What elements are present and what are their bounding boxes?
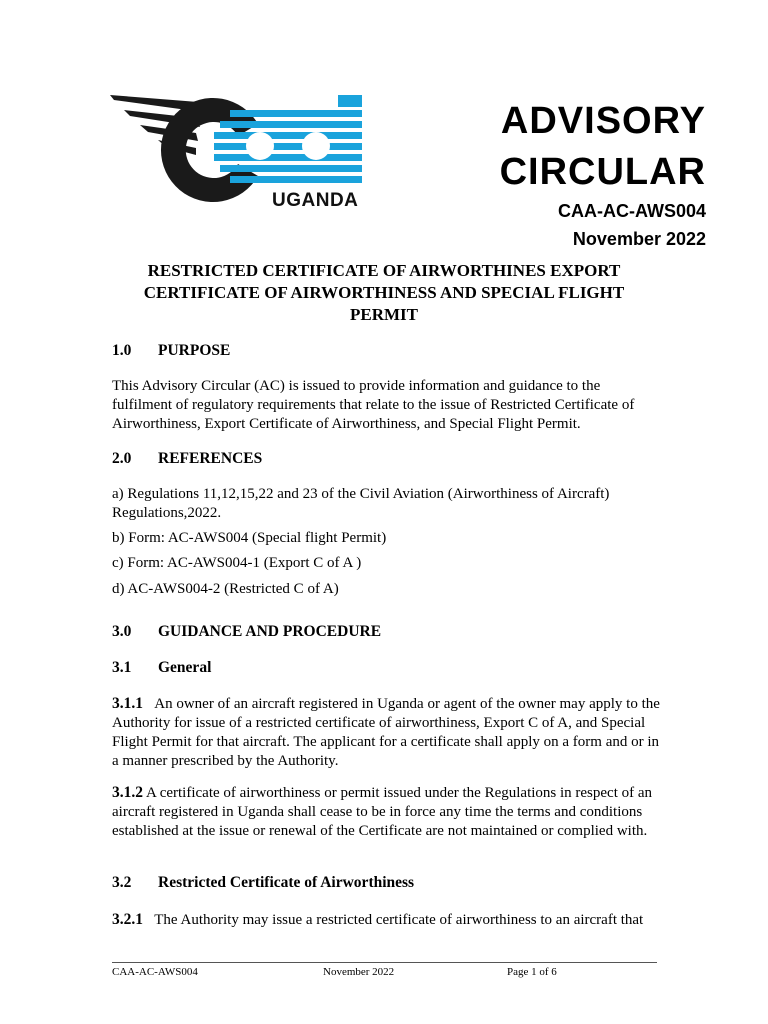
footer-code: CAA-AC-AWS004 [112, 966, 198, 978]
purpose-paragraph: This Advisory Circular (AC) is issued to provide information and guidance to the fulfilment of regulatory requirements that relate to the issue of Restricted Certificate of Airworthiness, Export Certificate of Airworthiness, and Special Flight Permit. [112, 378, 635, 432]
paragraph-3-2-1 [112, 910, 660, 930]
section-number: 3.0 [112, 623, 132, 640]
paragraph-text: The Authority may issue a restricted certificate of airworthiness to an aircraft that [154, 912, 644, 928]
advisory-circular-title [500, 96, 706, 198]
paragraph-text: An owner of an aircraft registered in Uganda or agent of the owner may apply to the Authority for issue of a restricted certificate of airworthiness, Export C of A, and Special Flight Permit for that aircraft. The applicant for a certificate shall apply on a form and or in a manner prescribed by the Authority. [112, 696, 660, 769]
section-title: Restricted Certificate of Airworthiness [158, 874, 415, 891]
section-number: 1.0 [112, 342, 132, 359]
section-title: GUIDANCE AND PROCEDURE [158, 623, 382, 640]
section-heading-references [112, 450, 262, 468]
section-heading-general [112, 659, 211, 677]
title-line-2: CIRCULAR [499, 151, 706, 193]
section-heading-restricted-coa [112, 874, 414, 892]
document-code: CAA-AC-AWS004 [557, 201, 706, 221]
paragraph-3-1-1 [112, 694, 660, 771]
paragraph-text: A certificate of airworthiness or permit issued under the Regulations in respect of an aircraft registered in Uganda shall cease to be in force any time the terms and conditions established at the issue or renewal of the Certificate are not maintained or complied with. [112, 785, 653, 839]
paragraph-number: 3.1.1 [112, 695, 143, 712]
reference-item-c: c) Form: AC-AWS004-1 (Export C of A ) [112, 555, 362, 571]
document-title: RESTRICTED CERTIFICATE OF AIRWORTHINES EXPORT CERTIFICATE OF AIRWORTHINESS AND SPECIAL FLIGHT PERMIT [143, 261, 625, 324]
document-date: November 2022 [572, 229, 706, 249]
section-number: 2.0 [112, 450, 132, 467]
paragraph-number: 3.1.2 [112, 784, 143, 801]
section-heading-guidance [112, 623, 381, 641]
reference-item-a: a) Regulations 11,12,15,22 and 23 of the Civil Aviation (Airworthiness of Aircraft) Regulations,2022. [112, 486, 610, 521]
footer-divider [112, 962, 657, 963]
logo-text: UGANDA [272, 190, 359, 211]
section-number: 3.1 [112, 659, 132, 676]
paragraph-number: 3.2.1 [112, 911, 143, 928]
reference-item-d: d) AC-AWS004-2 (Restricted C of A) [112, 581, 339, 597]
title-line-1: ADVISORY [500, 100, 706, 142]
footer-date: November 2022 [323, 966, 395, 978]
reference-item-b: b) Form: AC-AWS004 (Special flight Permit) [112, 530, 387, 546]
document-code-block [558, 197, 706, 253]
section-title: REFERENCES [158, 450, 263, 467]
paragraph-3-1-2 [112, 783, 660, 841]
section-title: General [158, 659, 212, 676]
section-title: PURPOSE [158, 342, 231, 359]
footer-page-number: Page 1 of 6 [507, 966, 557, 978]
section-number: 3.2 [112, 874, 132, 891]
section-heading-purpose [112, 342, 230, 360]
